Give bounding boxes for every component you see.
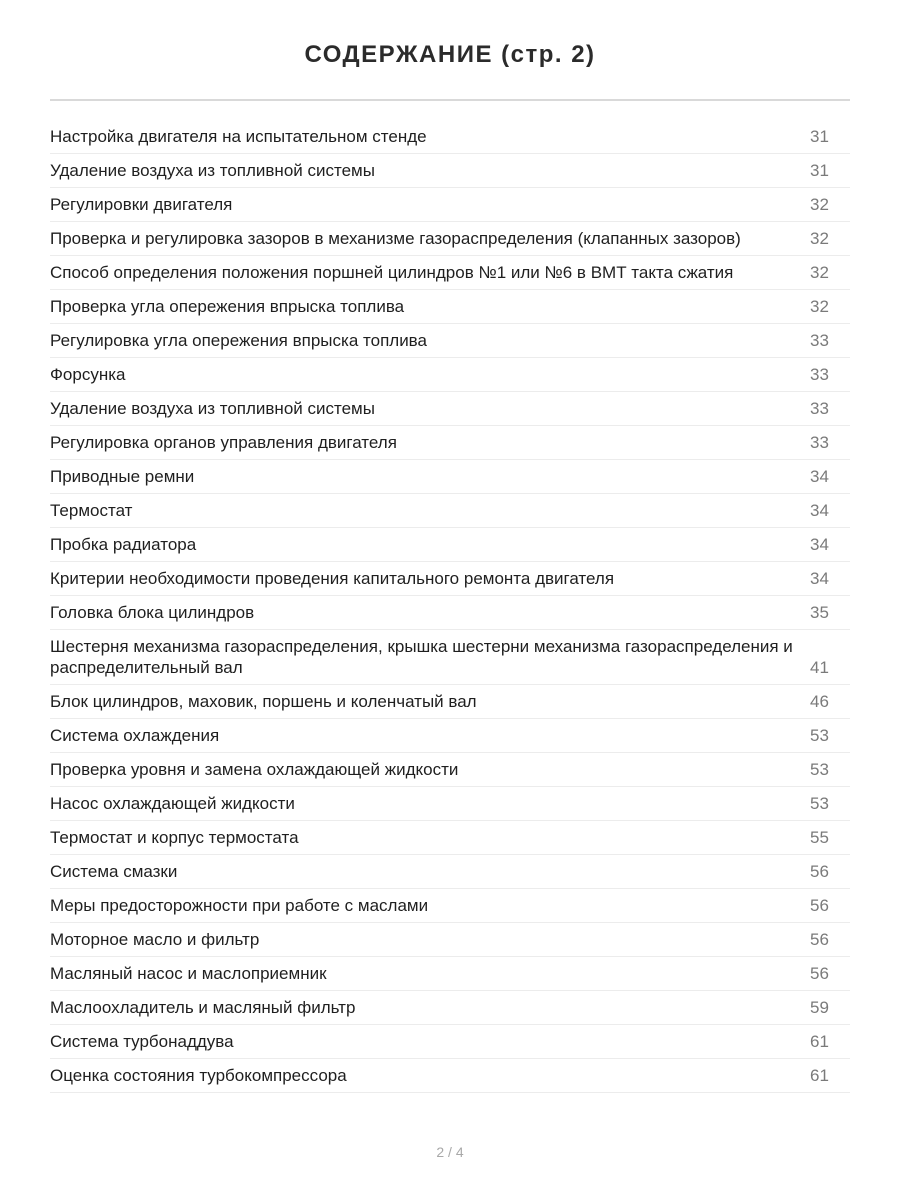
toc-row[interactable] <box>50 324 850 358</box>
toc-entry-title: Форсунка <box>50 365 126 384</box>
toc-entry-title: Оценка состояния турбокомпрессора <box>50 1066 347 1085</box>
toc-entry-title: Блок цилиндров, маховик, поршень и коленчатый вал <box>50 692 477 711</box>
toc-entry-page-number: 32 <box>810 263 829 282</box>
toc-entry-title: Проверка и регулировка зазоров в механизме газораспределения (клапанных зазоров) <box>50 229 741 248</box>
toc-entry-title: Регулировки двигателя <box>50 195 233 214</box>
toc-entry-title: Пробка радиатора <box>50 535 197 554</box>
toc-entry-page-number: 59 <box>810 998 829 1017</box>
toc-row[interactable] <box>50 154 850 188</box>
toc-entry-page-number: 53 <box>810 726 829 745</box>
toc-entry-page-number: 53 <box>810 794 829 813</box>
toc-entry-title: Регулировка органов управления двигателя <box>50 433 397 452</box>
toc-row[interactable] <box>50 222 850 256</box>
toc-row[interactable] <box>50 957 850 991</box>
toc-entry-title: Критерии необходимости проведения капитального ремонта двигателя <box>50 569 615 588</box>
toc-entry-title: Меры предосторожности при работе с маслами <box>50 896 429 915</box>
toc-row[interactable] <box>50 290 850 324</box>
toc-entry-title: Маслоохладитель и масляный фильтр <box>50 998 356 1017</box>
toc-entry-page-number: 34 <box>810 467 829 486</box>
toc-row[interactable] <box>50 120 850 154</box>
toc-entry-title: Шестерня механизма газораспределения, крышка шестерни механизма газораспределения и распределительный вал <box>50 637 793 677</box>
toc-row[interactable] <box>50 753 850 787</box>
toc-entry-page-number: 31 <box>810 161 829 180</box>
toc-row[interactable] <box>50 787 850 821</box>
toc-row[interactable] <box>50 188 850 222</box>
toc-row[interactable] <box>50 596 850 630</box>
toc-row[interactable] <box>50 889 850 923</box>
toc-entry-title: Настройка двигателя на испытательном стенде <box>50 127 427 146</box>
toc-row[interactable] <box>50 494 850 528</box>
toc-entry-title: Приводные ремни <box>50 467 195 486</box>
toc-entry-page-number: 61 <box>810 1066 829 1085</box>
toc-row[interactable] <box>50 562 850 596</box>
toc-row[interactable] <box>50 685 850 719</box>
toc-entry-title: Головка блока цилиндров <box>50 603 255 622</box>
toc-entry-page-number: 56 <box>810 896 829 915</box>
toc-entry-title: Система охлаждения <box>50 726 220 745</box>
toc-row[interactable] <box>50 855 850 889</box>
toc-entry-title: Моторное масло и фильтр <box>50 930 260 949</box>
toc-entry-page-number: 34 <box>810 535 829 554</box>
toc-row[interactable] <box>50 719 850 753</box>
toc-entry-page-number: 33 <box>810 331 829 350</box>
toc-entry-title: Масляный насос и маслоприемник <box>50 964 327 983</box>
page-indicator: 2 / 4 <box>436 1144 464 1160</box>
toc-entry-page-number: 33 <box>810 433 829 452</box>
table-of-contents <box>50 120 850 1093</box>
toc-entry-title: Термостат и корпус термостата <box>50 828 299 847</box>
toc-row[interactable] <box>50 528 850 562</box>
toc-entry-title: Удаление воздуха из топливной системы <box>50 161 375 180</box>
toc-entry-page-number: 41 <box>810 658 829 677</box>
toc-row[interactable] <box>50 460 850 494</box>
toc-entry-page-number: 32 <box>810 195 829 214</box>
toc-entry-page-number: 53 <box>810 760 829 779</box>
toc-entry-page-number: 34 <box>810 569 829 588</box>
toc-entry-page-number: 31 <box>810 127 829 146</box>
toc-entry-title: Насос охлаждающей жидкости <box>50 794 295 813</box>
toc-entry-page-number: 32 <box>810 229 829 248</box>
toc-row[interactable] <box>50 256 850 290</box>
toc-row[interactable] <box>50 923 850 957</box>
page-title: СОДЕРЖАНИЕ (стр. 2) <box>304 41 596 68</box>
toc-entry-title: Термостат <box>50 501 133 520</box>
toc-entry-title: Система турбонаддува <box>50 1032 234 1051</box>
toc-entry-title: Проверка уровня и замена охлаждающей жидкости <box>50 760 459 779</box>
toc-row[interactable] <box>50 392 850 426</box>
toc-row[interactable] <box>50 426 850 460</box>
title-divider <box>50 99 850 101</box>
toc-entry-page-number: 35 <box>810 603 829 622</box>
toc-entry-page-number: 34 <box>810 501 829 520</box>
toc-row[interactable] <box>50 1059 850 1093</box>
toc-entry-title: Способ определения положения поршней цилиндров №1 или №6 в ВМТ такта сжатия <box>50 263 734 282</box>
toc-entry-page-number: 33 <box>810 365 829 384</box>
toc-entry-page-number: 46 <box>810 692 829 711</box>
toc-entry-page-number: 61 <box>810 1032 829 1051</box>
toc-row[interactable] <box>50 1025 850 1059</box>
toc-entry-page-number: 33 <box>810 399 829 418</box>
toc-row[interactable] <box>50 821 850 855</box>
toc-entry-title: Проверка угла опережения впрыска топлива <box>50 297 405 316</box>
toc-row[interactable] <box>50 358 850 392</box>
toc-row[interactable] <box>50 991 850 1025</box>
toc-entry-page-number: 32 <box>810 297 829 316</box>
toc-row[interactable] <box>50 630 850 685</box>
toc-entry-title: Регулировка угла опережения впрыска топлива <box>50 331 427 350</box>
toc-entry-page-number: 56 <box>810 862 829 881</box>
toc-entry-title: Удаление воздуха из топливной системы <box>50 399 375 418</box>
toc-entry-title: Система смазки <box>50 862 178 881</box>
toc-entry-page-number: 56 <box>810 930 829 949</box>
toc-entry-page-number: 56 <box>810 964 829 983</box>
toc-entry-page-number: 55 <box>810 828 829 847</box>
